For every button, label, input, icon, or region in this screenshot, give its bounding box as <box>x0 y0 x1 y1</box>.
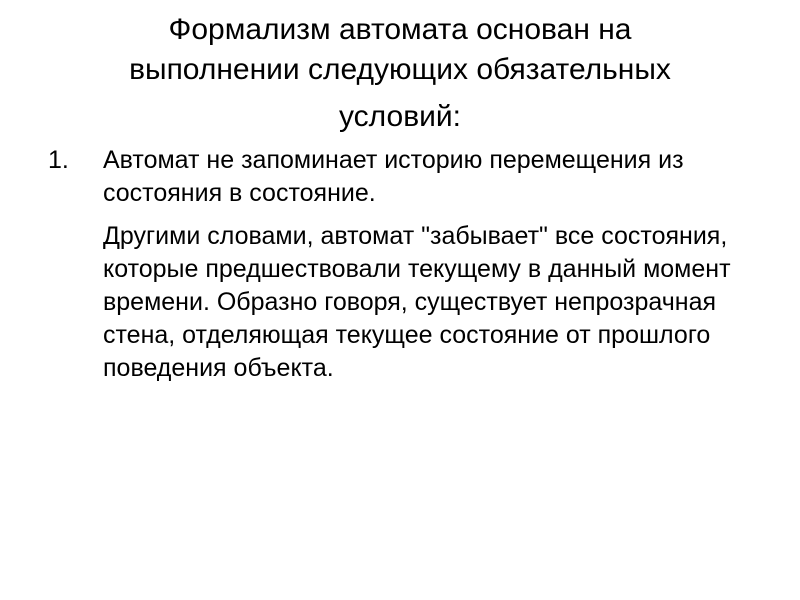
list-item-note: Другими словами, автомат "забывает" все состояния, которые предшествовали текущему в данный момент времени. Образно говоря, существует непрозрачная стена, отделяющая текущее состояние от прошлого поведения объекта. <box>103 222 731 382</box>
list-item <box>48 144 748 210</box>
title-line-3: условий: <box>339 100 461 133</box>
title-line-1: Формализм автомата основан на <box>168 13 632 46</box>
list-item-text: Автомат не запоминает историю перемещения из состояния в состояние. <box>103 146 684 207</box>
title-line-2: выполнении следующих обязательных <box>129 53 671 86</box>
slide-title <box>40 10 760 137</box>
slide-body <box>48 144 748 385</box>
list-item-number: 1. <box>48 146 69 174</box>
